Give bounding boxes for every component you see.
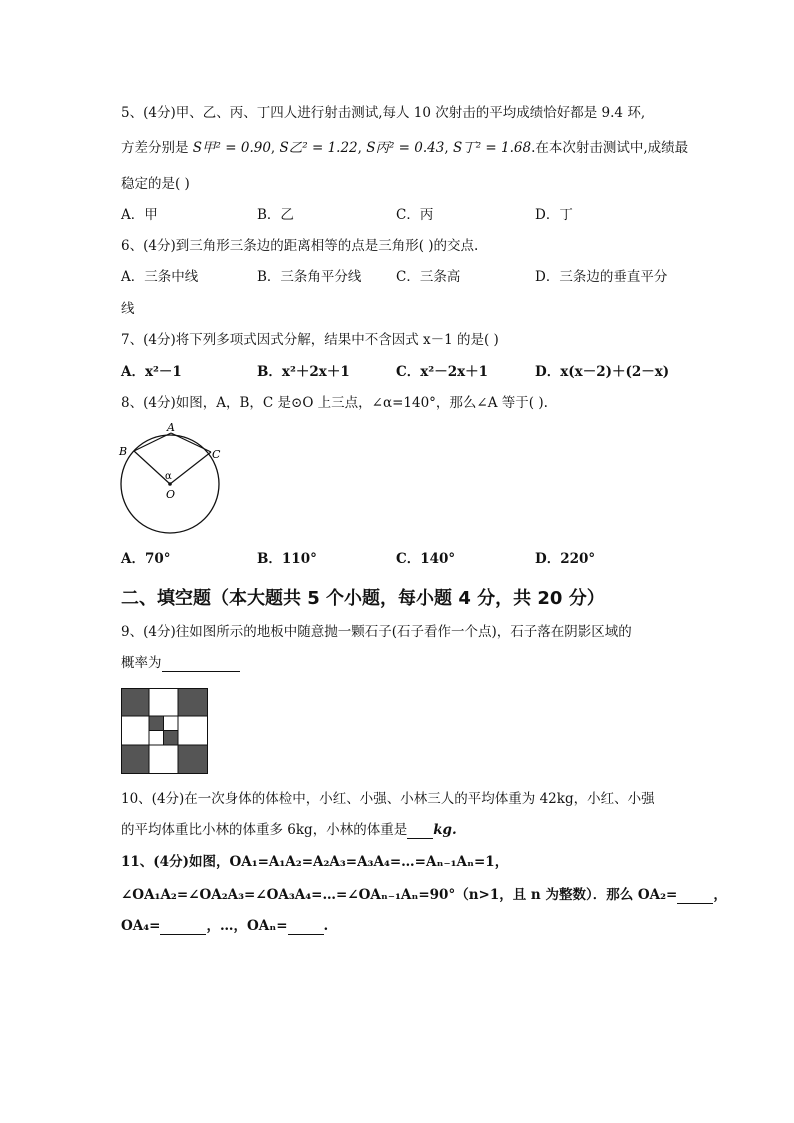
q5-variance-yi: S乙² = 1.22 [279, 140, 358, 156]
q5-option-b: B．乙 [257, 207, 294, 223]
q6-option-d: D．三条边的垂直平分 [535, 269, 668, 285]
q6-option-d-wrap: 线 [121, 301, 135, 317]
q8-chord-ac [171, 433, 211, 452]
q11-stem-line2: ∠OA₁A₂=∠OA₂A₃=∠OA₃A₄=…=∠OAₙ₋₁Aₙ=90°（n>1，且 n 为整数）．那么 OA₂= ， [121, 887, 727, 903]
q5-stem-line2: 方差分别是 S甲² = 0.90, S乙² = 1.22, S丙² = 0.43, S丁² = 1.68.在本次射击测试中,成绩最 [121, 140, 689, 156]
q11-answer-blank-oa4[interactable] [160, 920, 206, 935]
q5-variance-jia: S甲² = 0.90 [192, 140, 271, 156]
q8-label-b: B [119, 445, 128, 458]
q9-line2-text: 概率为 [121, 655, 162, 671]
q8-chord-ba [134, 433, 171, 451]
q10-line2-suffix: kg. [433, 822, 457, 838]
q5-option-c: C．丙 [396, 207, 434, 223]
q8-stem: 8、(4分)如图，A，B，C 是⊙O 上三点，∠α=140°，那么∠A 等于( ). [121, 395, 548, 411]
q7-option-a: A．x²－1 [121, 364, 182, 380]
q9-shade-top-left [122, 689, 149, 716]
q9-shade-bottom-left [122, 745, 149, 773]
q8-option-a: A．70° [121, 551, 171, 567]
q5-option-a: A．甲 [121, 207, 158, 223]
q5-variance-ding: S丁² = 1.68 [452, 140, 532, 156]
q11-answer-blank-oa2[interactable] [677, 889, 713, 904]
section-heading-fill-in: 二、填空题（本大题共 5 个小题，每小题 4 分，共 20 分） [121, 588, 605, 609]
q10-answer-blank[interactable] [407, 824, 433, 839]
q11-stem-line1: 11、(4分)如图，OA₁=A₁A₂=A₂A₃=A₃A₄=…=Aₙ₋₁Aₙ=1， [121, 854, 509, 870]
q8-label-alpha: α [165, 471, 172, 482]
q6-stem: 6、(4分)到三角形三条边的距离相等的点是三角形( )的交点. [121, 238, 479, 254]
q10-stem-line2 [121, 821, 457, 839]
q9-floor-grid-figure [121, 688, 209, 774]
q5-stem-line1: 5、(4分)甲、乙、丙、丁四人进行射击测试,每人 10 次射击的平均成绩恰好都是 9.4 环, [121, 105, 646, 121]
q6-option-b: B．三条角平分线 [257, 269, 362, 285]
q8-label-c: C [212, 448, 221, 461]
q9-shade-center-b [164, 731, 179, 746]
q8-radius-oc [170, 452, 211, 484]
q11-line3-a: OA₄= [121, 918, 161, 934]
q8-option-b: B．110° [257, 551, 317, 567]
q10-stem-line1: 10、(4分)在一次身体的体检中，小红、小强、小林三人的平均体重为 42kg，小红、小强 [121, 791, 655, 807]
q8-center-point [168, 482, 172, 486]
q11-line2-text: ∠OA₁A₂=∠OA₂A₃=∠OA₃A₄=…=∠OAₙ₋₁Aₙ=90°（n>1，且 n 为整数）．那么 OA₂= [121, 887, 678, 903]
q5-line2-prefix: 方差分别是 [121, 140, 189, 156]
q5-stem-line3: 稳定的是( ) [121, 176, 190, 192]
q9-shade-top-right [178, 689, 207, 716]
q6-option-c: C．三条高 [396, 269, 461, 285]
q7-option-c: C．x²－2x＋1 [396, 364, 489, 380]
q6-option-a: A．三条中线 [121, 269, 199, 285]
q9-stem-line2 [121, 654, 240, 672]
q9-shade-bottom-right [178, 745, 207, 773]
q7-stem: 7、(4分)将下列多项式因式分解，结果中不含因式 x－1 的是( ) [121, 332, 499, 348]
q5-option-d: D．丁 [535, 207, 573, 223]
q5-variance-bing: S丙² = 0.43 [366, 140, 445, 156]
q8-label-o: O [166, 488, 176, 501]
q11-line3-b: ，…，OAₙ= [206, 918, 288, 934]
q9-answer-blank[interactable] [162, 657, 240, 672]
q8-label-a: A [167, 421, 175, 434]
q8-circle-figure [114, 420, 226, 540]
q11-stem-line3 [121, 917, 328, 935]
q11-line3-end: . [323, 918, 329, 934]
q11-answer-blank-oan[interactable] [288, 920, 324, 935]
q7-option-b: B．x²＋2x＋1 [257, 364, 350, 380]
q10-line2-prefix: 的平均体重比小林的体重多 6kg，小林的体重是 [121, 822, 408, 838]
q8-option-d: D．220° [535, 551, 596, 567]
q7-option-d: D．x(x－2)＋(2－x) [535, 364, 670, 380]
q9-shade-center-a [149, 716, 164, 731]
q9-stem-line1: 9、(4分)往如图所示的地板中随意抛一颗石子(石子看作一个点)，石子落在阴影区域的 [121, 624, 632, 640]
q5-line2-suffix: .在本次射击测试中,成绩最 [531, 140, 689, 156]
q8-option-c: C．140° [396, 551, 456, 567]
